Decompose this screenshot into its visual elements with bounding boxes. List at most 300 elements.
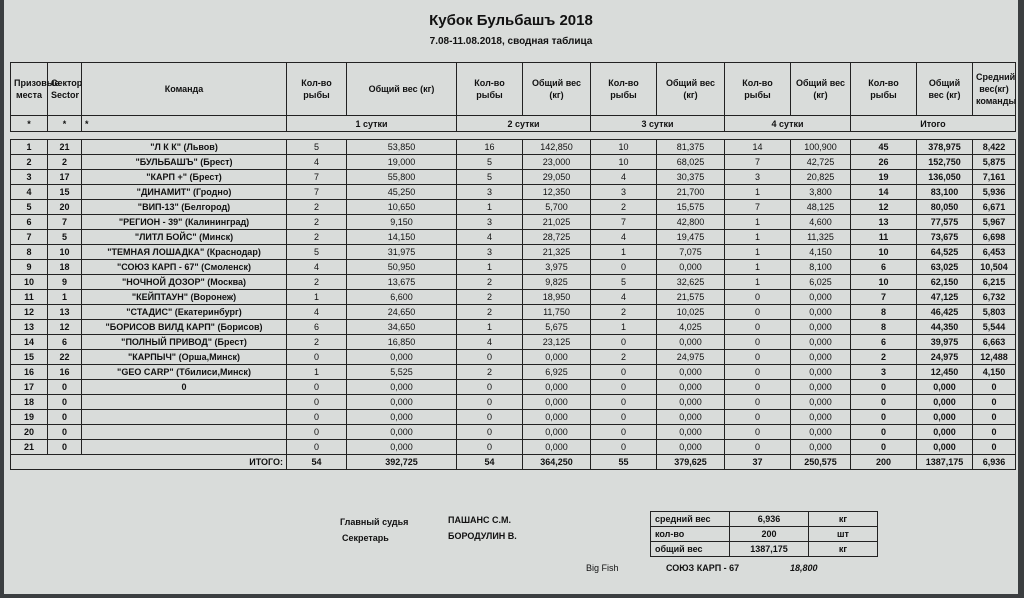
cell-w3: 0,000 [657, 395, 725, 410]
cell-w2: 0,000 [523, 410, 591, 425]
cell-wt: 64,525 [917, 245, 973, 260]
cell-place: 21 [11, 440, 48, 455]
table-row [11, 155, 1016, 170]
summary-value: 1387,175 [730, 542, 809, 557]
header-avg: Средний вес(кг) команды [973, 63, 1016, 116]
cell-avg: 5,936 [973, 185, 1016, 200]
cell-team: "ПОЛНЫЙ ПРИВОД" (Брест) [82, 335, 287, 350]
cell-f2: 16 [457, 140, 523, 155]
totals-label: ИТОГО: [11, 455, 287, 470]
cell-avg: 7,161 [973, 170, 1016, 185]
header-fish-day3: Кол-во рыбы [591, 63, 657, 116]
cell-w3: 0,000 [657, 365, 725, 380]
cell-sector: 0 [48, 410, 82, 425]
header-weight-total: Общий вес (кг) [917, 63, 973, 116]
summary-unit: шт [809, 527, 878, 542]
summary-value: 200 [730, 527, 809, 542]
cell-sector: 0 [48, 395, 82, 410]
table-row [11, 305, 1016, 320]
cell-f1: 5 [287, 245, 347, 260]
cell-w2: 21,025 [523, 215, 591, 230]
cell-f1: 4 [287, 260, 347, 275]
cell-avg: 12,488 [973, 350, 1016, 365]
cell-w3: 15,575 [657, 200, 725, 215]
cell-w2: 0,000 [523, 380, 591, 395]
cell-f4: 0 [725, 380, 791, 395]
cell-sector: 15 [48, 185, 82, 200]
cell-avg: 6,732 [973, 290, 1016, 305]
cell-ft: 7 [851, 290, 917, 305]
total-f4: 37 [725, 455, 791, 470]
day1-label: 1 сутки [287, 116, 457, 132]
cell-w1: 0,000 [347, 440, 457, 455]
cell-w2: 0,000 [523, 350, 591, 365]
cell-team: "СТАДИС" (Екатеринбург) [82, 305, 287, 320]
header-sector: Сектор Sector [48, 63, 82, 116]
cell-w1: 24,650 [347, 305, 457, 320]
cell-f4: 0 [725, 290, 791, 305]
day2-label: 2 сутки [457, 116, 591, 132]
cell-avg: 6,671 [973, 200, 1016, 215]
results-sheet [4, 0, 1018, 594]
cell-w4: 0,000 [791, 410, 851, 425]
results-table [10, 62, 1016, 470]
total-label: Итого [851, 116, 1016, 132]
cell-ft: 0 [851, 440, 917, 455]
summary-label: средний вес [651, 512, 730, 527]
table-row [11, 335, 1016, 350]
cell-avg: 6,215 [973, 275, 1016, 290]
table-row [11, 320, 1016, 335]
table-row [11, 425, 1016, 440]
cell-w3: 30,375 [657, 170, 725, 185]
cell-avg: 5,544 [973, 320, 1016, 335]
cell-place: 19 [11, 410, 48, 425]
cell-wt: 0,000 [917, 425, 973, 440]
cell-wt: 63,025 [917, 260, 973, 275]
cell-f2: 2 [457, 365, 523, 380]
header-fish-day1: Кол-во рыбы [287, 63, 347, 116]
cell-place: 20 [11, 425, 48, 440]
cell-f1: 2 [287, 200, 347, 215]
cell-f1: 1 [287, 365, 347, 380]
table-row [11, 230, 1016, 245]
cell-f1: 4 [287, 305, 347, 320]
cell-f4: 7 [725, 200, 791, 215]
cell-w4: 3,800 [791, 185, 851, 200]
table-row [11, 380, 1016, 395]
cell-f2: 3 [457, 245, 523, 260]
cell-w2: 0,000 [523, 395, 591, 410]
cell-f4: 0 [725, 395, 791, 410]
cell-w4: 0,000 [791, 350, 851, 365]
cell-sector: 6 [48, 335, 82, 350]
cell-wt: 39,975 [917, 335, 973, 350]
cell-avg: 0 [973, 380, 1016, 395]
cell-f4: 3 [725, 170, 791, 185]
cell-f4: 1 [725, 260, 791, 275]
cell-w1: 19,000 [347, 155, 457, 170]
day4-label: 4 сутки [725, 116, 851, 132]
table-row [11, 185, 1016, 200]
cell-w2: 9,825 [523, 275, 591, 290]
cell-place: 14 [11, 335, 48, 350]
cell-w4: 4,150 [791, 245, 851, 260]
cell-w4: 0,000 [791, 395, 851, 410]
cell-f4: 0 [725, 320, 791, 335]
header-fish-day4: Кол-во рыбы [725, 63, 791, 116]
cell-f3: 7 [591, 215, 657, 230]
cell-sector: 9 [48, 275, 82, 290]
cell-f2: 4 [457, 230, 523, 245]
cell-wt: 0,000 [917, 395, 973, 410]
cell-w1: 34,650 [347, 320, 457, 335]
cell-ft: 0 [851, 380, 917, 395]
cell-avg: 4,150 [973, 365, 1016, 380]
cell-w2: 23,000 [523, 155, 591, 170]
cell-f1: 7 [287, 170, 347, 185]
cell-place: 1 [11, 140, 48, 155]
cell-w3: 0,000 [657, 260, 725, 275]
cell-f1: 7 [287, 185, 347, 200]
cell-w3: 42,800 [657, 215, 725, 230]
cell-w2: 0,000 [523, 440, 591, 455]
cell-ft: 6 [851, 335, 917, 350]
cell-sector: 12 [48, 320, 82, 335]
cell-f4: 0 [725, 440, 791, 455]
cell-sector: 18 [48, 260, 82, 275]
cell-f4: 0 [725, 350, 791, 365]
cell-f2: 1 [457, 260, 523, 275]
cell-f2: 0 [457, 440, 523, 455]
cell-f4: 7 [725, 155, 791, 170]
cell-avg: 5,875 [973, 155, 1016, 170]
bigfish-weight: 18,800 [790, 563, 818, 573]
cell-w4: 0,000 [791, 335, 851, 350]
cell-w1: 53,850 [347, 140, 457, 155]
cell-f2: 1 [457, 320, 523, 335]
cell-team: "НОЧНОЙ ДОЗОР" (Москва) [82, 275, 287, 290]
cell-place: 9 [11, 260, 48, 275]
cell-w3: 0,000 [657, 425, 725, 440]
spacer-row [11, 132, 1016, 140]
cell-f2: 4 [457, 335, 523, 350]
summary-table [650, 511, 878, 557]
cell-w4: 4,600 [791, 215, 851, 230]
cell-f2: 3 [457, 215, 523, 230]
mark: * [11, 116, 48, 132]
page-subtitle: 7.08-11.08.2018, сводная таблица [429, 36, 593, 47]
cell-w2: 5,700 [523, 200, 591, 215]
cell-w1: 0,000 [347, 380, 457, 395]
cell-f3: 10 [591, 155, 657, 170]
cell-f3: 0 [591, 425, 657, 440]
cell-team: "GEO CARP" (Тбилиси,Минск) [82, 365, 287, 380]
summary-unit: кг [809, 512, 878, 527]
cell-f4: 0 [725, 365, 791, 380]
cell-f1: 4 [287, 155, 347, 170]
summary-value: 6,936 [730, 512, 809, 527]
cell-w4: 0,000 [791, 380, 851, 395]
cell-wt: 44,350 [917, 320, 973, 335]
cell-sector: 1 [48, 290, 82, 305]
day3-label: 3 сутки [591, 116, 725, 132]
cell-w1: 9,150 [347, 215, 457, 230]
cell-w4: 11,325 [791, 230, 851, 245]
cell-f2: 2 [457, 305, 523, 320]
cell-wt: 0,000 [917, 380, 973, 395]
cell-w2: 3,975 [523, 260, 591, 275]
cell-w2: 29,050 [523, 170, 591, 185]
total-w3: 379,625 [657, 455, 725, 470]
cell-place: 17 [11, 380, 48, 395]
cell-f3: 2 [591, 350, 657, 365]
cell-w1: 14,150 [347, 230, 457, 245]
cell-w4: 0,000 [791, 290, 851, 305]
cell-f2: 0 [457, 380, 523, 395]
bigfish-team: СОЮЗ КАРП - 67 [666, 563, 740, 573]
cell-place: 11 [11, 290, 48, 305]
cell-f2: 0 [457, 350, 523, 365]
cell-w3: 10,025 [657, 305, 725, 320]
table-row [11, 245, 1016, 260]
total-wt: 1387,175 [917, 455, 973, 470]
cell-f2: 0 [457, 395, 523, 410]
total-w2: 364,250 [523, 455, 591, 470]
cell-f2: 0 [457, 425, 523, 440]
cell-f1: 0 [287, 350, 347, 365]
total-avg: 6,936 [973, 455, 1016, 470]
cell-f1: 0 [287, 425, 347, 440]
cell-avg: 6,663 [973, 335, 1016, 350]
cell-f2: 2 [457, 275, 523, 290]
cell-place: 12 [11, 305, 48, 320]
cell-f4: 1 [725, 215, 791, 230]
cell-w3: 68,025 [657, 155, 725, 170]
cell-ft: 11 [851, 230, 917, 245]
cell-place: 18 [11, 395, 48, 410]
table-row [11, 365, 1016, 380]
table-row [11, 350, 1016, 365]
cell-place: 6 [11, 215, 48, 230]
cell-w3: 32,625 [657, 275, 725, 290]
cell-wt: 77,575 [917, 215, 973, 230]
cell-avg: 0 [973, 425, 1016, 440]
cell-f3: 4 [591, 230, 657, 245]
cell-w3: 0,000 [657, 440, 725, 455]
cell-team: 0 [82, 380, 287, 395]
page-title: Кубок Бульбашъ 2018 [429, 12, 593, 29]
cell-f2: 5 [457, 155, 523, 170]
cell-f1: 1 [287, 290, 347, 305]
cell-place: 13 [11, 320, 48, 335]
table-row [11, 410, 1016, 425]
cell-w3: 0,000 [657, 410, 725, 425]
summary-row [651, 512, 878, 527]
judge-name: ПАШАНС С.М. [448, 515, 512, 525]
total-f1: 54 [287, 455, 347, 470]
cell-f3: 0 [591, 335, 657, 350]
cell-f4: 1 [725, 245, 791, 260]
cell-w3: 21,575 [657, 290, 725, 305]
cell-place: 16 [11, 365, 48, 380]
cell-w4: 8,100 [791, 260, 851, 275]
summary-label: кол-во [651, 527, 730, 542]
cell-sector: 0 [48, 425, 82, 440]
table-row [11, 275, 1016, 290]
summary-row [651, 542, 878, 557]
cell-wt: 47,125 [917, 290, 973, 305]
cell-w4: 100,900 [791, 140, 851, 155]
cell-f2: 2 [457, 290, 523, 305]
judge-label: Главный судья [340, 517, 409, 527]
cell-w2: 6,925 [523, 365, 591, 380]
summary-unit: кг [809, 542, 878, 557]
mark: * [48, 116, 82, 132]
cell-w4: 0,000 [791, 305, 851, 320]
secretary-name: БОРОДУЛИН В. [448, 531, 517, 541]
cell-w1: 31,975 [347, 245, 457, 260]
cell-sector: 10 [48, 245, 82, 260]
cell-w1: 6,600 [347, 290, 457, 305]
cell-avg: 6,698 [973, 230, 1016, 245]
cell-f4: 1 [725, 230, 791, 245]
cell-f3: 5 [591, 275, 657, 290]
cell-f3: 1 [591, 245, 657, 260]
cell-f1: 0 [287, 440, 347, 455]
cell-w2: 28,725 [523, 230, 591, 245]
cell-w4: 42,725 [791, 155, 851, 170]
cell-wt: 0,000 [917, 410, 973, 425]
subheader-row [11, 116, 1016, 132]
cell-w2: 23,125 [523, 335, 591, 350]
cell-w4: 20,825 [791, 170, 851, 185]
header-place: Призовые места [11, 63, 48, 116]
total-ft: 200 [851, 455, 917, 470]
table-row [11, 440, 1016, 455]
cell-w3: 7,075 [657, 245, 725, 260]
cell-avg: 10,504 [973, 260, 1016, 275]
cell-ft: 3 [851, 365, 917, 380]
cell-f1: 6 [287, 320, 347, 335]
cell-wt: 62,150 [917, 275, 973, 290]
cell-w1: 10,650 [347, 200, 457, 215]
cell-avg: 6,453 [973, 245, 1016, 260]
cell-f1: 0 [287, 395, 347, 410]
header-fish-total: Кол-во рыбы [851, 63, 917, 116]
cell-f3: 4 [591, 170, 657, 185]
cell-team: "ЛИТЛ БОЙС" (Минск) [82, 230, 287, 245]
cell-wt: 73,675 [917, 230, 973, 245]
cell-w4: 0,000 [791, 320, 851, 335]
cell-place: 2 [11, 155, 48, 170]
cell-f1: 0 [287, 410, 347, 425]
bigfish-label: Big Fish [586, 563, 619, 573]
cell-sector: 22 [48, 350, 82, 365]
totals-row [11, 455, 1016, 470]
cell-sector: 13 [48, 305, 82, 320]
cell-w3: 0,000 [657, 380, 725, 395]
cell-f4: 0 [725, 305, 791, 320]
cell-team: "СОЮЗ КАРП - 67" (Смоленск) [82, 260, 287, 275]
cell-w1: 0,000 [347, 350, 457, 365]
cell-team: "ВИП-13" (Белгород) [82, 200, 287, 215]
total-f3: 55 [591, 455, 657, 470]
cell-team [82, 410, 287, 425]
cell-w3: 0,000 [657, 335, 725, 350]
cell-sector: 17 [48, 170, 82, 185]
cell-team [82, 425, 287, 440]
cell-w4: 6,025 [791, 275, 851, 290]
cell-team: "ДИНАМИТ" (Гродно) [82, 185, 287, 200]
cell-f4: 1 [725, 185, 791, 200]
table-row [11, 260, 1016, 275]
cell-wt: 83,100 [917, 185, 973, 200]
cell-f4: 0 [725, 335, 791, 350]
cell-w1: 45,250 [347, 185, 457, 200]
table-row [11, 200, 1016, 215]
cell-ft: 10 [851, 245, 917, 260]
cell-ft: 6 [851, 260, 917, 275]
cell-sector: 0 [48, 440, 82, 455]
cell-w1: 0,000 [347, 425, 457, 440]
spacer [11, 132, 1016, 140]
cell-f2: 3 [457, 185, 523, 200]
cell-wt: 152,750 [917, 155, 973, 170]
cell-ft: 19 [851, 170, 917, 185]
cell-f3: 3 [591, 185, 657, 200]
cell-place: 3 [11, 170, 48, 185]
cell-f4: 0 [725, 425, 791, 440]
cell-w2: 142,850 [523, 140, 591, 155]
cell-wt: 136,050 [917, 170, 973, 185]
cell-ft: 13 [851, 215, 917, 230]
cell-w4: 48,125 [791, 200, 851, 215]
cell-w3: 21,700 [657, 185, 725, 200]
cell-ft: 10 [851, 275, 917, 290]
cell-sector: 16 [48, 365, 82, 380]
cell-ft: 0 [851, 410, 917, 425]
cell-team [82, 440, 287, 455]
cell-w1: 0,000 [347, 395, 457, 410]
cell-w2: 0,000 [523, 425, 591, 440]
cell-sector: 7 [48, 215, 82, 230]
cell-w2: 18,950 [523, 290, 591, 305]
cell-f4: 1 [725, 275, 791, 290]
cell-ft: 8 [851, 305, 917, 320]
table-row [11, 395, 1016, 410]
cell-place: 8 [11, 245, 48, 260]
cell-wt: 378,975 [917, 140, 973, 155]
secretary-label: Секретарь [342, 533, 389, 543]
cell-f3: 10 [591, 140, 657, 155]
cell-ft: 14 [851, 185, 917, 200]
table-row [11, 170, 1016, 185]
header-team: Команда [82, 63, 287, 116]
cell-w4: 0,000 [791, 425, 851, 440]
cell-f3: 0 [591, 440, 657, 455]
header-weight-day3: Общий вес (кг) [657, 63, 725, 116]
cell-f1: 2 [287, 230, 347, 245]
cell-w4: 0,000 [791, 365, 851, 380]
cell-w3: 19,475 [657, 230, 725, 245]
cell-f3: 1 [591, 320, 657, 335]
cell-f3: 0 [591, 365, 657, 380]
cell-f3: 0 [591, 380, 657, 395]
cell-f1: 2 [287, 335, 347, 350]
header-fish-day2: Кол-во рыбы [457, 63, 523, 116]
summary-label: общий вес [651, 542, 730, 557]
